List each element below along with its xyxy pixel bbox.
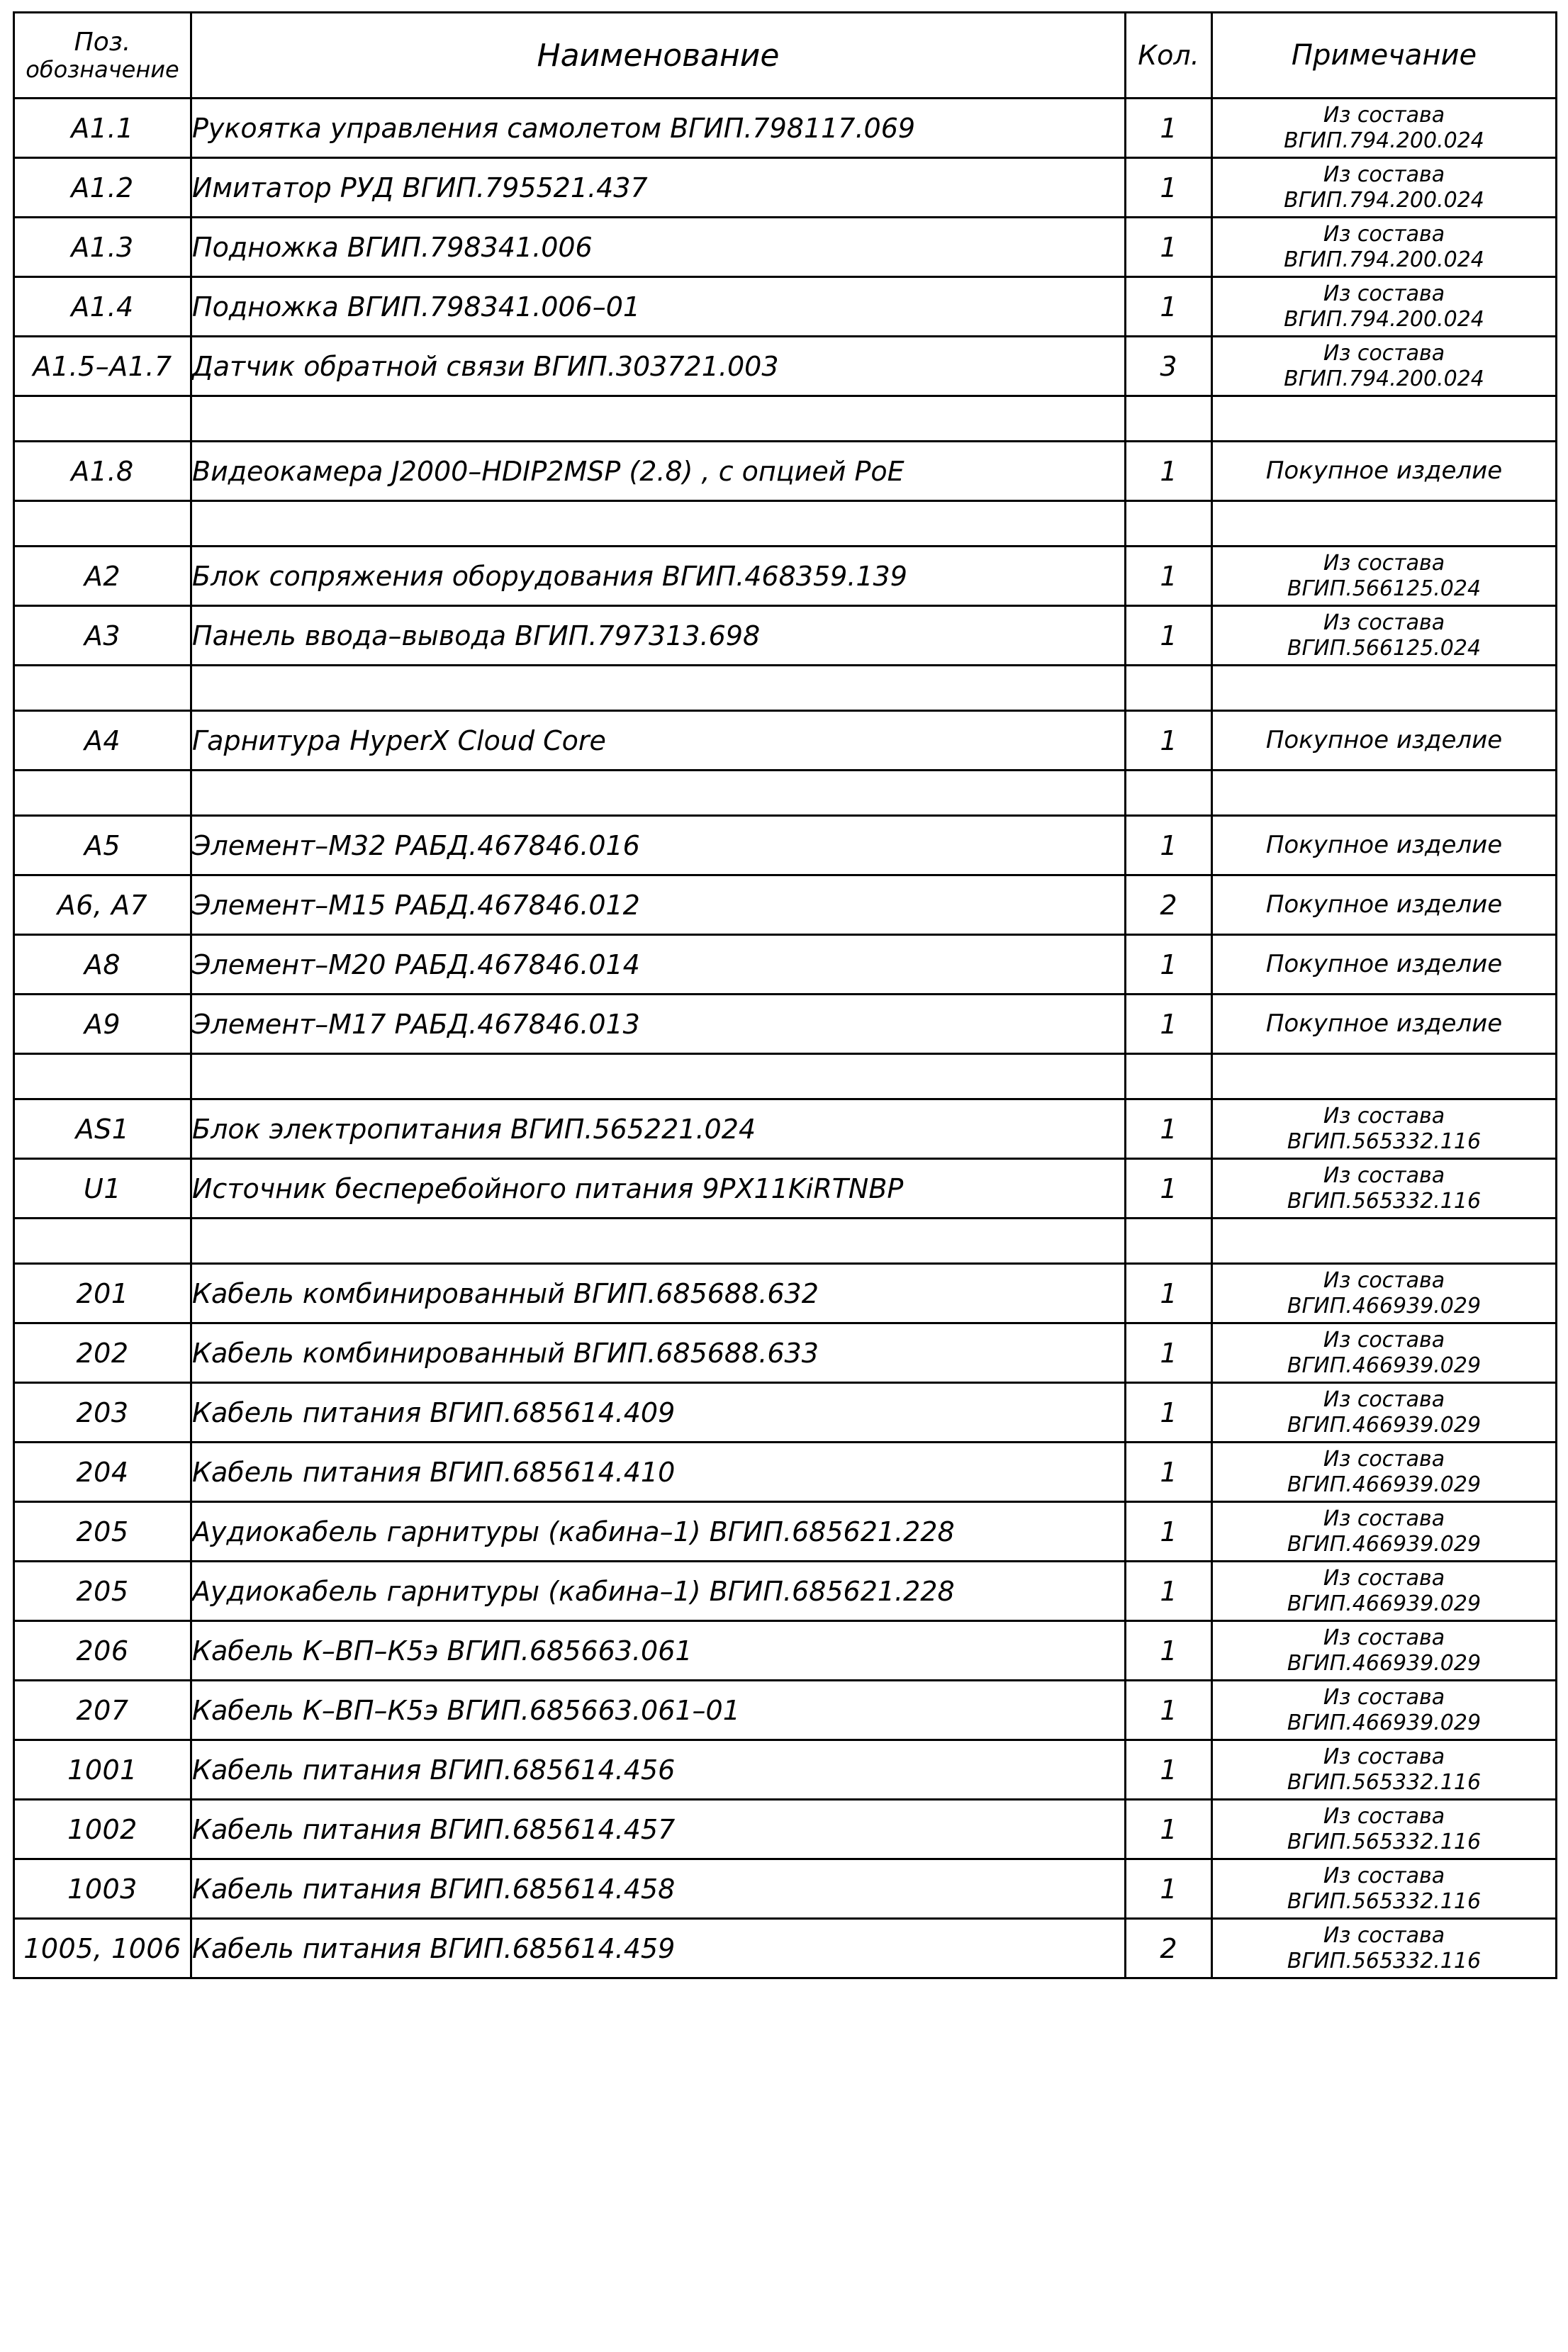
cell-name: Рукоятка управления самолетом ВГИП.798117.069	[191, 99, 1126, 158]
table-row	[14, 816, 1557, 875]
table-row	[14, 337, 1557, 396]
cell-note-line1: Из состава	[1323, 1566, 1445, 1591]
cell-empty	[191, 1054, 1126, 1099]
cell-note	[1212, 99, 1557, 158]
group-separator-row	[14, 1219, 1557, 1264]
cell-note	[1212, 277, 1557, 337]
cell-empty	[14, 1219, 191, 1264]
cell-name: Видеокамера J2000–HDIP2MSP (2.8) , с опцией PoE	[191, 442, 1126, 501]
table-row	[14, 442, 1557, 501]
table-row	[14, 1859, 1557, 1919]
table-row	[14, 1383, 1557, 1443]
cell-empty	[14, 1054, 191, 1099]
cell-empty	[191, 771, 1126, 816]
cell-quantity: 1	[1126, 99, 1212, 158]
table-row	[14, 1740, 1557, 1800]
cell-note	[1212, 1859, 1557, 1919]
cell-note-line2: ВГИП.794.200.024	[1284, 366, 1484, 391]
table-row	[14, 1264, 1557, 1323]
cell-quantity: 1	[1126, 935, 1212, 995]
cell-quantity: 1	[1126, 711, 1212, 771]
cell-empty	[14, 501, 191, 547]
cell-note-line2: ВГИП.565332.116	[1287, 1829, 1482, 1854]
cell-note-line2: ВГИП.565332.116	[1287, 1129, 1482, 1154]
table-row	[14, 1502, 1557, 1562]
cell-note-line2: ВГИП.466939.029	[1287, 1710, 1482, 1735]
cell-note-line2: ВГИП.466939.029	[1287, 1591, 1482, 1616]
cell-name: Кабель питания ВГИП.685614.457	[191, 1800, 1126, 1859]
cell-quantity: 1	[1126, 1562, 1212, 1621]
column-header-position	[14, 13, 191, 99]
cell-position: 205	[14, 1562, 191, 1621]
cell-note	[1212, 1502, 1557, 1562]
cell-note-line1: Из состава	[1323, 1163, 1445, 1189]
cell-empty	[14, 666, 191, 711]
cell-empty	[1212, 771, 1557, 816]
table-row	[14, 1800, 1557, 1859]
cell-position: 1005, 1006	[14, 1919, 191, 1978]
cell-position: 1003	[14, 1859, 191, 1919]
cell-quantity: 1	[1126, 1502, 1212, 1562]
table-row	[14, 1099, 1557, 1159]
cell-note-line1: Из состава	[1323, 162, 1445, 188]
cell-position: 203	[14, 1383, 191, 1443]
cell-position: 206	[14, 1621, 191, 1681]
cell-note	[1212, 218, 1557, 277]
cell-note-line2: ВГИП.566125.024	[1287, 635, 1482, 661]
cell-note	[1212, 1159, 1557, 1219]
cell-empty	[1126, 666, 1212, 711]
cell-note-line1: Из состава	[1323, 341, 1445, 366]
cell-name: Аудиокабель гарнитуры (кабина–1) ВГИП.685621.228	[191, 1502, 1126, 1562]
cell-note-line1: Из состава	[1323, 1268, 1445, 1294]
table-row	[14, 875, 1557, 935]
cell-position: 1001	[14, 1740, 191, 1800]
cell-note-line1: Из состава	[1323, 1506, 1445, 1532]
cell-note-line1: Из состава	[1323, 1328, 1445, 1353]
cell-note-line1: Из состава	[1323, 1387, 1445, 1413]
column-header-name: Наименование	[191, 13, 1126, 99]
table-row	[14, 1681, 1557, 1740]
cell-quantity: 1	[1126, 1740, 1212, 1800]
table-row	[14, 1562, 1557, 1621]
cell-name: Кабель комбинированный ВГИП.685688.633	[191, 1323, 1126, 1383]
cell-position: U1	[14, 1159, 191, 1219]
cell-position: A1.2	[14, 158, 191, 218]
cell-quantity: 1	[1126, 1621, 1212, 1681]
cell-name: Панель ввода–вывода ВГИП.797313.698	[191, 606, 1126, 666]
cell-note-line1: Из состава	[1323, 551, 1445, 576]
group-separator-row	[14, 501, 1557, 547]
table-row	[14, 218, 1557, 277]
cell-note-line2: ВГИП.565332.116	[1287, 1948, 1482, 1973]
cell-note: Покупное изделие	[1212, 995, 1557, 1054]
column-header-position-line1: Поз.	[74, 27, 131, 57]
cell-note-line1: Из состава	[1323, 1804, 1445, 1830]
cell-note-line2: ВГИП.466939.029	[1287, 1293, 1482, 1318]
cell-note-line1: Из состава	[1323, 1625, 1445, 1651]
table-row	[14, 606, 1557, 666]
table-row	[14, 547, 1557, 606]
cell-name: Подножка ВГИП.798341.006	[191, 218, 1126, 277]
group-separator-row	[14, 1054, 1557, 1099]
cell-note-line2: ВГИП.466939.029	[1287, 1472, 1482, 1497]
cell-note-line2: ВГИП.565332.116	[1287, 1769, 1482, 1795]
cell-name: Элемент–М17 РАБД.467846.013	[191, 995, 1126, 1054]
cell-position: 205	[14, 1502, 191, 1562]
cell-empty	[1126, 1054, 1212, 1099]
cell-empty	[1126, 396, 1212, 442]
column-header-quantity: Кол.	[1126, 13, 1212, 99]
cell-note-line2: ВГИП.565332.116	[1287, 1188, 1482, 1214]
cell-note: Покупное изделие	[1212, 816, 1557, 875]
cell-note-line2: ВГИП.466939.029	[1287, 1412, 1482, 1438]
cell-note	[1212, 1443, 1557, 1502]
cell-quantity: 1	[1126, 158, 1212, 218]
table-row	[14, 935, 1557, 995]
cell-name: Гарнитура HyperX Cloud Core	[191, 711, 1126, 771]
table-header	[14, 13, 1557, 99]
cell-empty	[191, 666, 1126, 711]
table-row	[14, 99, 1557, 158]
cell-position: A4	[14, 711, 191, 771]
cell-note	[1212, 1740, 1557, 1800]
cell-position: A2	[14, 547, 191, 606]
group-separator-row	[14, 666, 1557, 711]
cell-position: A1.4	[14, 277, 191, 337]
cell-position: 201	[14, 1264, 191, 1323]
cell-quantity: 1	[1126, 995, 1212, 1054]
cell-note-line2: ВГИП.794.200.024	[1284, 306, 1484, 332]
column-header-note: Примечание	[1212, 13, 1557, 99]
cell-position: A9	[14, 995, 191, 1054]
table-row	[14, 1323, 1557, 1383]
cell-name: Блок электропитания ВГИП.565221.024	[191, 1099, 1126, 1159]
cell-empty	[1212, 1219, 1557, 1264]
table-header-row	[14, 13, 1557, 99]
cell-name: Аудиокабель гарнитуры (кабина–1) ВГИП.685621.228	[191, 1562, 1126, 1621]
cell-name: Кабель питания ВГИП.685614.456	[191, 1740, 1126, 1800]
cell-note-line1: Из состава	[1323, 281, 1445, 307]
cell-empty	[1212, 666, 1557, 711]
table-row	[14, 158, 1557, 218]
cell-quantity: 1	[1126, 816, 1212, 875]
cell-name: Кабель К–ВП–К5э ВГИП.685663.061	[191, 1621, 1126, 1681]
cell-note-line2: ВГИП.565332.116	[1287, 1888, 1482, 1914]
cell-note	[1212, 1099, 1557, 1159]
cell-note	[1212, 1800, 1557, 1859]
table-row	[14, 995, 1557, 1054]
group-separator-row	[14, 771, 1557, 816]
cell-position: 1002	[14, 1800, 191, 1859]
cell-empty	[191, 501, 1126, 547]
cell-quantity: 1	[1126, 1859, 1212, 1919]
table-row	[14, 711, 1557, 771]
cell-note	[1212, 1383, 1557, 1443]
cell-empty	[14, 396, 191, 442]
table-row	[14, 1919, 1557, 1978]
table-body	[14, 99, 1557, 1978]
cell-quantity: 1	[1126, 606, 1212, 666]
cell-note-line2: ВГИП.794.200.024	[1284, 187, 1484, 213]
cell-quantity: 1	[1126, 1681, 1212, 1740]
cell-note-line1: Из состава	[1323, 103, 1445, 128]
cell-empty	[1212, 501, 1557, 547]
cell-quantity: 3	[1126, 337, 1212, 396]
table-row	[14, 1159, 1557, 1219]
cell-name: Элемент–М15 РАБД.467846.012	[191, 875, 1126, 935]
cell-empty	[1212, 396, 1557, 442]
cell-note-line2: ВГИП.466939.029	[1287, 1650, 1482, 1676]
cell-quantity: 1	[1126, 1383, 1212, 1443]
cell-position: A1.1	[14, 99, 191, 158]
cell-quantity: 1	[1126, 218, 1212, 277]
cell-empty	[1126, 501, 1212, 547]
cell-empty	[1126, 1219, 1212, 1264]
cell-quantity: 1	[1126, 547, 1212, 606]
cell-quantity: 1	[1126, 1443, 1212, 1502]
cell-name: Блок сопряжения оборудования ВГИП.468359.139	[191, 547, 1126, 606]
cell-note	[1212, 158, 1557, 218]
cell-note	[1212, 606, 1557, 666]
cell-name: Подножка ВГИП.798341.006–01	[191, 277, 1126, 337]
cell-note-line1: Из состава	[1323, 1923, 1445, 1949]
cell-position: A1.3	[14, 218, 191, 277]
cell-note	[1212, 337, 1557, 396]
cell-position: 204	[14, 1443, 191, 1502]
table-row	[14, 1621, 1557, 1681]
cell-note	[1212, 1562, 1557, 1621]
table-row	[14, 277, 1557, 337]
cell-note	[1212, 547, 1557, 606]
cell-position: A1.5–A1.7	[14, 337, 191, 396]
cell-name: Элемент–М32 РАБД.467846.016	[191, 816, 1126, 875]
cell-name: Кабель питания ВГИП.685614.458	[191, 1859, 1126, 1919]
cell-position: 202	[14, 1323, 191, 1383]
cell-note-line1: Из состава	[1323, 1447, 1445, 1472]
cell-empty	[1126, 771, 1212, 816]
cell-name: Кабель К–ВП–К5э ВГИП.685663.061–01	[191, 1681, 1126, 1740]
cell-note-line2: ВГИП.794.200.024	[1284, 247, 1484, 272]
table-row	[14, 1443, 1557, 1502]
cell-note-line1: Из состава	[1323, 1745, 1445, 1770]
cell-empty	[14, 771, 191, 816]
cell-empty	[191, 1219, 1126, 1264]
cell-note: Покупное изделие	[1212, 935, 1557, 995]
cell-position: A8	[14, 935, 191, 995]
cell-quantity: 1	[1126, 1800, 1212, 1859]
cell-name: Датчик обратной связи ВГИП.303721.003	[191, 337, 1126, 396]
cell-empty	[1212, 1054, 1557, 1099]
cell-quantity: 2	[1126, 1919, 1212, 1978]
specification-table	[13, 11, 1557, 1979]
cell-note: Покупное изделие	[1212, 711, 1557, 771]
cell-note-line2: ВГИП.566125.024	[1287, 576, 1482, 601]
cell-quantity: 2	[1126, 875, 1212, 935]
cell-position: A6, A7	[14, 875, 191, 935]
cell-note-line2: ВГИП.794.200.024	[1284, 128, 1484, 153]
cell-note-line1: Из состава	[1323, 222, 1445, 247]
cell-name: Кабель питания ВГИП.685614.410	[191, 1443, 1126, 1502]
cell-note-line2: ВГИП.466939.029	[1287, 1353, 1482, 1378]
cell-note-line1: Из состава	[1323, 1864, 1445, 1889]
cell-note: Покупное изделие	[1212, 442, 1557, 501]
group-separator-row	[14, 396, 1557, 442]
cell-note	[1212, 1919, 1557, 1978]
column-header-position-line2: обозначение	[26, 56, 179, 84]
cell-quantity: 1	[1126, 277, 1212, 337]
cell-position: 207	[14, 1681, 191, 1740]
cell-note-line1: Из состава	[1323, 610, 1445, 636]
cell-quantity: 1	[1126, 442, 1212, 501]
cell-position: A5	[14, 816, 191, 875]
cell-note	[1212, 1621, 1557, 1681]
cell-name: Источник бесперебойного питания 9PX11KiRTNBP	[191, 1159, 1126, 1219]
cell-note	[1212, 1681, 1557, 1740]
cell-quantity: 1	[1126, 1264, 1212, 1323]
cell-position: A3	[14, 606, 191, 666]
cell-note-line1: Из состава	[1323, 1685, 1445, 1710]
cell-empty	[191, 396, 1126, 442]
cell-quantity: 1	[1126, 1323, 1212, 1383]
cell-position: AS1	[14, 1099, 191, 1159]
cell-note-line2: ВГИП.466939.029	[1287, 1531, 1482, 1557]
cell-note	[1212, 1264, 1557, 1323]
cell-note	[1212, 1323, 1557, 1383]
cell-name: Элемент–М20 РАБД.467846.014	[191, 935, 1126, 995]
cell-note-line1: Из состава	[1323, 1104, 1445, 1129]
cell-name: Имитатор РУД ВГИП.795521.437	[191, 158, 1126, 218]
cell-quantity: 1	[1126, 1159, 1212, 1219]
cell-position: A1.8	[14, 442, 191, 501]
cell-name: Кабель питания ВГИП.685614.459	[191, 1919, 1126, 1978]
cell-name: Кабель комбинированный ВГИП.685688.632	[191, 1264, 1126, 1323]
cell-name: Кабель питания ВГИП.685614.409	[191, 1383, 1126, 1443]
cell-note: Покупное изделие	[1212, 875, 1557, 935]
cell-quantity: 1	[1126, 1099, 1212, 1159]
